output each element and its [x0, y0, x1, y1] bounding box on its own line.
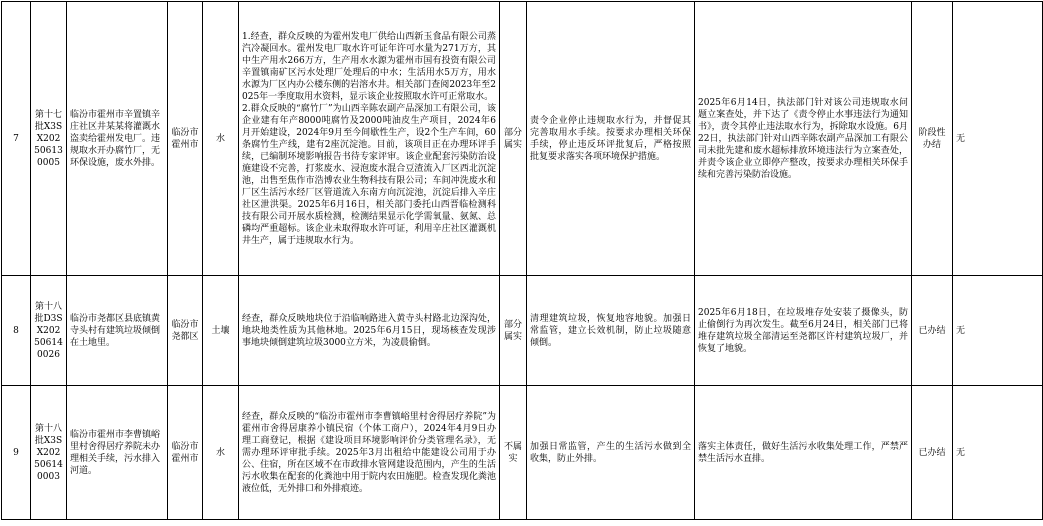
batch-code: 第十八批D3SX202506140026 — [31, 276, 67, 386]
rectification-measures: 加强日常监管，产生的生活污水做到全收集，防止外排。 — [527, 386, 695, 520]
finding-part: 1.经查，群众反映的为霍州发电厂供给山西新玉食品有限公司蒸汽冷凝回水。霍州发电厂取水许可证年许可水量为271万方，其中生产用水266万方，生产用水水源为霍州市国有投资有限公司辛置镇南矿区污水处理厂处理后的中水；生活用水5万方，用水水源为厂区内办公楼东侧的岩溶水井。相关部门查阅2023年至2025年一季度取用水资料，显示该企业按照取水许可正常取水。 — [242, 31, 496, 102]
finding-part: 经查，群众反映的“临汾市霍州市李曹镇峪里村舍得居疗养院”为霍州市舍得居康养小镇民宿（个体工商户），2024年4月9日办理工商登记，根据《建设项目环境影响评价分类管理名录》，无需办理环评审批手续。2025年3月出租给中能建设公司用于办公、住宿，所在区域不在市政排水管网建设范围内，产生的生活污水收集在配套的化粪池中用于院内农田施肥。检查发现化粪池液位低，无外排口和外排痕迹。 — [242, 411, 496, 494]
rectification-measures: 责令企业停止违规取水行为，并督促其完善取用水手续。按要求办理相关环保手续，停止违反环评批复后，严格按照批复要求落实各项环境保护措施。 — [527, 2, 695, 276]
issue-summary: 临汾市霍州市李曹镇峪里村舍得居疗养院未办理相关手续，污水排入河道。 — [67, 386, 168, 520]
rectification-progress: 2025年6月14日，执法部门针对该公司违规取水问题立案查处，并下达了《责令停止水事违法行为通知书》，责令其停止违法取水行为，拆除取水设施。6月22日，执法部门针对山西辛陈农副产品深加工有限公司未批先建和废水超标排放环境违法行为立案查处，并责令该企业立即停产整改，按要求办理相关环保手续和完善污染防治设施。 — [695, 2, 912, 276]
completion-status: 已办结 — [912, 386, 953, 520]
rectification-progress: 落实主体责任，做好生活污水收集处理工作，严禁严禁生活污水直排。 — [695, 386, 912, 520]
completion-status: 阶段性办结 — [912, 2, 953, 276]
petition-table — [1, 1, 1043, 520]
pollution-type: 水 — [203, 386, 239, 520]
batch-code: 第十八批X3SX202506140003 — [31, 386, 67, 520]
rectification-progress: 2025年6月18日，在垃圾堆存处安装了摄像头，防止偷倒行为再次发生。截至6月24日，相关部门已将堆存建筑垃圾全部清运至尧都区许村建筑垃圾厂，并恢复了地貌。 — [695, 276, 912, 386]
table-row — [2, 386, 1043, 520]
investigation-finding — [239, 386, 500, 520]
finding-part: 经查，群众反映地块位于沿临响路进入黄寺头村路北边深沟处，地块地类性质为其他林地。2025年6月15日，现场核查发现涉事地块倾倒建筑垃圾3000立方米，为凌晨偷倒。 — [242, 313, 496, 348]
row-index: 7 — [2, 2, 31, 276]
verdict: 部分属实 — [500, 2, 527, 276]
table-row — [2, 2, 1043, 276]
accountability: 无 — [953, 276, 1043, 386]
verdict: 不属实 — [500, 386, 527, 520]
table-row — [2, 276, 1043, 386]
district: 临汾市霍州市 — [168, 2, 203, 276]
batch-code: 第十七批X3SX202506130005 — [31, 2, 67, 276]
completion-status: 已办结 — [912, 276, 953, 386]
accountability: 无 — [953, 2, 1043, 276]
rectification-measures: 清理建筑垃圾，恢复地容地貌。加强日常监管，建立长效机制，防止垃圾随意倾倒。 — [527, 276, 695, 386]
district: 临汾市尧都区 — [168, 276, 203, 386]
issue-summary: 临汾市尧都区县底镇黄寺头村有建筑垃圾倾倒在土地里。 — [67, 276, 168, 386]
verdict: 部分属实 — [500, 276, 527, 386]
pollution-type: 土壤 — [203, 276, 239, 386]
row-index: 9 — [2, 386, 31, 520]
investigation-finding — [239, 2, 500, 276]
accountability: 无 — [953, 386, 1043, 520]
issue-summary: 临汾市霍州市辛置镇辛庄社区井某某将灌溉水盗卖给霍州发电厂。违规取水开办腐竹厂，无环保设施，废水外排。 — [67, 2, 168, 276]
district: 临汾市霍州市 — [168, 386, 203, 520]
pollution-type: 水 — [203, 2, 239, 276]
investigation-finding — [239, 276, 500, 386]
finding-part: 2.群众反映的“腐竹厂”为山西辛陈农副产品深加工有限公司，该企业建有年产8000吨腐竹及2000吨油皮生产项目，2024年6月开始建设，2024年9月至今间歇性生产，设2个生产车间，60条腐竹生产线，建有2座沉淀池。目前，该项目正在办理环评手续，已编制环境影响报告书待专家评审。该企业配套污染防治设施建设不完善，打浆废水、浸泡废水混合豆渣流入厂区西北沉淀池，出售至焦作市浩博农业生物科技有限公司；车间冲洗废水和厂区生活污水经厂区管道流入东南方向沉淀池，沉淀后排入辛庄社区泄洪渠。2025年6月16日，相关部门委托山西晋临检测科技有限公司开展水质检测，检测结果显示化学需氧量、氨氮、总磷均严重超标。该企业未取得取水许可证，利用辛庄社区灌溉机井生产，属于违规取水行为。 — [242, 103, 496, 246]
row-index: 8 — [2, 276, 31, 386]
